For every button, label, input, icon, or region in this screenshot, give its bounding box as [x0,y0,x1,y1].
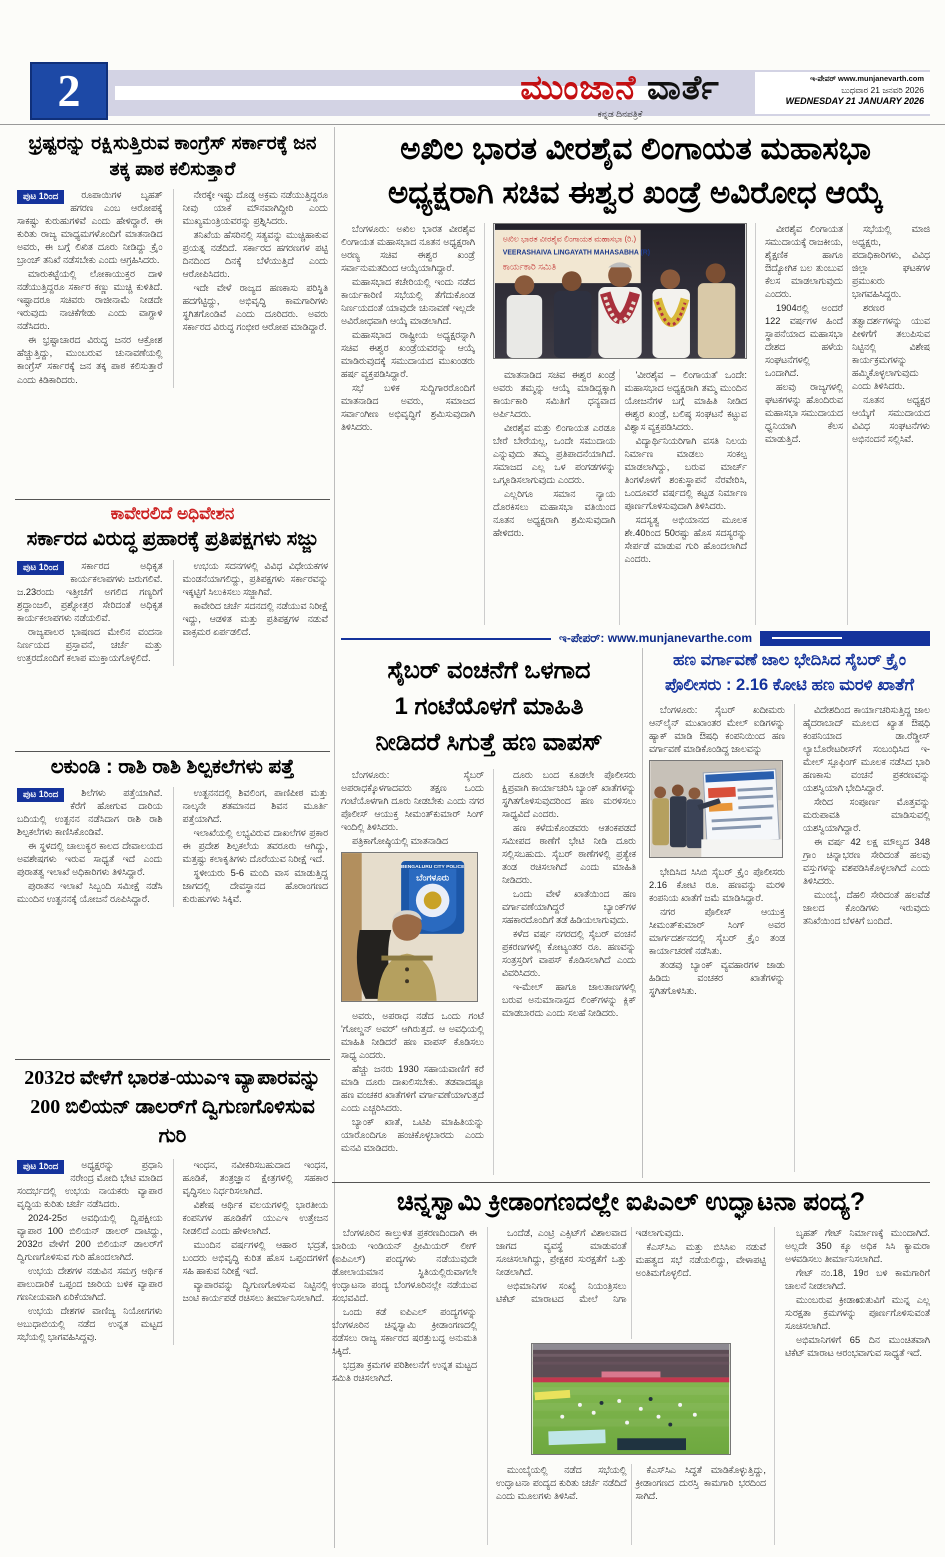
headline-mahasabha [341,127,930,215]
body-paragraph: ರೂಪಾಯಿಗಳ ಬೃಹತ್ ಹಗರಣ ಎಂಬ ಆರೋಪಕ್ಕೆ ಸಾಕಷ್ಟು ಕುರುಹುಗಳಿವೆ ಎಂದು ಹೇಳಿದ್ದಾರೆ. ಈ ಕುರಿತು ರಾಜ್ಯ ಮಾಧ್ಯಮಗಳೊಂದಿಗೆ ಮಾತನಾಡಿದ ಅವರು, ಈ ಬಗ್ಗೆ ಲಿಖಿತ ದೂರು ನೀಡಿದ್ದು ಕ್ರೈಂ ಬ್ರಾಂಚ್ ತನಿಖೆ ನಡೆಸಬೇಕು ಎಂದು ಆಗ್ರಹಿಸಿದರು. [17,190,163,266]
banner-text-committee: ಕಾರ್ಯಕಾರಿ ಸಮಿತಿ [502,261,557,272]
date-kannada: ಬುಧವಾರ 21 ಜನವರಿ 2026 [841,85,924,95]
body-paragraph: ಭೇದಿಸಿದ ಸಿಸಿಬಿ ಸೈಬರ್ ಕ್ರೈಂ ಪೊಲೀಸರು 2.16 ಕೋಟಿ ರೂ. ಹಣವನ್ನು ಮರಳಿ ಕಂಪನಿಯ ಖಾತೆಗೆ ಜಮೆ ಮಾಡಿಸಿದ್ದಾರೆ. [649,866,785,903]
body-column [173,1159,329,1345]
body-paragraph: ಉಭಯ ಸದನಗಳಲ್ಲಿ ವಿವಿಧ ವಿಧೇಯಕಗಳ ಮಂಡನೆಯಾಗಲಿದ್ದು, ಪ್ರತಿಪಕ್ಷಗಳು ಸರ್ಕಾರವನ್ನು ಇಕ್ಕಟ್ಟಿಗೆ ಸಿಲುಕಿಸಲು ಸಜ್ಜಾಗಿವೆ. [182,561,328,598]
body-paragraph: ಒಂದು ವೇಳೆ ಖಾತೆಯಿಂದ ಹಣ ವರ್ಗಾವಣೆಯಾಗಿದ್ದರೆ ಬ್ಯಾಂಕ್‌ಗಳ ಸಹಕಾರದೊಂದಿಗೆ ತಡೆ ಹಿಡಿಯಲಾಗುವುದು. [502,889,636,926]
body-paragraph: ಕಳೆದ ವರ್ಷ ನಗರದಲ್ಲಿ ಸೈಬರ್ ವಂಚನೆ ಪ್ರಕರಣಗಳಲ್ಲಿ ಕೋಟ್ಯಂತರ ರೂ. ಹಣವನ್ನು ಸಂತ್ರಸ್ತರಿಗೆ ವಾಪಸ್ ಕೊಡಿಸಲಾಗಿದೆ ಎಂದು ವಿವರಿಸಿದರು. [502,929,636,979]
headline-line: ಸೈಬರ್ ವಂಚನೆಗೆ ಒಳಗಾದ [387,657,591,684]
body-paragraph: ಉಭಯ ದೇಶಗಳ ನಡುವಿನ ಸಮಗ್ರ ಆರ್ಥಿಕ ಪಾಲುದಾರಿಕೆ ಒಪ್ಪಂದ ಜಾರಿಯ ಬಳಿಕ ವ್ಯಾಪಾರ ಗಣನೀಯವಾಗಿ ಏರಿಕೆಯಾಗಿದೆ. [17,1266,163,1303]
body-paragraph: ಈ ಸ್ಥಳದಲ್ಲಿ ಚಾಲುಕ್ಯರ ಕಾಲದ ದೇವಾಲಯದ ಅವಶೇಷಗಳು ಇರುವ ಸಾಧ್ಯತೆ ಇದೆ ಎಂದು ಪುರಾತತ್ವ ಇಲಾಖೆ ಅಧಿಕಾರಿಗಳು ತಿಳಿಸಿದ್ದಾರೆ. [17,841,163,878]
body-paragraph: ಹಣ ಕಳೆದುಕೊಂಡವರು ಆತಂಕಪಡದೆ ಸಮೀಪದ ಠಾಣೆಗೆ ಭೇಟಿ ನೀಡಿ ದೂರು ಸಲ್ಲಿಸಬಹುದು. ಸೈಬರ್ ಠಾಣೆಗಳಲ್ಲಿ ಪ್ರತ್ಯೇಕ ತಂಡ ರಚಿಸಲಾಗಿದೆ ಎಂದು ಮಾಹಿತಿ ನೀಡಿದರು. [502,823,636,886]
body-column [765,223,930,625]
page-number: 2 [30,62,108,120]
body-paragraph: ಮಾತನಾಡಿದ ಸಚಿವ ಈಶ್ವರ ಖಂಡ್ರೆ ಅವರು ತಮ್ಮನ್ನು ಆಯ್ಕೆ ಮಾಡಿದ್ದಕ್ಕಾಗಿ ಕಾರ್ಯಕಾರಿ ಸಮಿತಿಗೆ ಧನ್ಯವಾದ ಅರ್ಪಿಸಿದರು. [492,370,616,420]
body-paragraph: ಎಲ್ಲರಿಗೂ ಸಮಾನ ನ್ಯಾಯ ದೊರಕಿಸಲು ಮಹಾಸಭಾ ವತಿಯಿಂದ ನೂತನ ಅಧ್ಯಕ್ಷರಾಗಿ ಶ್ರಮಿಸುವುದಾಗಿ ಹೇಳಿದರು. [492,489,616,539]
body-paragraph: ಸರ್ಕಾರದ ಅಧಿಕೃತ ಕಾರ್ಯಕಲಾಪಗಳು ಜರುಗಲಿವೆ. ಜ.23ರಂದು ಇತ್ತೀಚೆಗೆ ಅಗಲಿದ ಗಣ್ಯರಿಗೆ ಶ್ರದ್ಧಾಂಜಲಿ, ಪ್ರಶ್ನೋತ್ತರ ಸೇರಿದಂತೆ ಅಧಿಕೃತ ಕಾರ್ಯಕಲಾಪಗಳು ನಡೆಯಲಿವೆ. [17,561,163,624]
body-paragraph: ಈ ವರ್ಷ 42 ಲಕ್ಷ ಮೌಲ್ಯದ 348 ಗ್ರಾಂ ಚಿನ್ನಾಭರಣ ಸೇರಿದಂತೆ ಹಲವು ವಸ್ತುಗಳನ್ನು ವಶಪಡಿಸಿಕೊಳ್ಳಲಾಗಿದೆ ಎಂದು ತಿಳಿಸಿದರು. [803,836,930,886]
body-paragraph: ಬೆಂಗಳೂರು: ಅಖಿಲ ಭಾರತ ವೀರಶೈವ ಲಿಂಗಾಯತ ಮಹಾಸಭಾದ ನೂತನ ಅಧ್ಯಕ್ಷರಾಗಿ ಅರಣ್ಯ ಸಚಿವ ಈಶ್ವರ ಖಂಡ್ರೆ ಸರ್ವಾನುಮತದಿಂದ ಆಯ್ಕೆಯಾಗಿದ್ದಾರೆ. [341,224,475,274]
left-column [15,127,330,1548]
headline-congress: ಭ್ರಷ್ಟರನ್ನು ರಕ್ಷಿಸುತ್ತಿರುವ ಕಾಂಗ್ರೆಸ್ ಸರ್ಕಾರಕ್ಕೆ ಜನ ತಕ್ಕ ಪಾಠ ಕಲಿಸುತ್ತಾರೆ [28,133,317,180]
body-paragraph: ಸದಸ್ಯತ್ವ ಅಭಿಯಾನದ ಮೂಲಕ ಶೇ.40ರಿಂದ 50ರಷ್ಟು ಹೊಸ ಸದಸ್ಯರನ್ನು ಸೇರ್ಪಡೆ ಮಾಡುವ ಗುರಿ ಹೊಂದಲಾಗಿದೆ ಎಂದರು. [624,515,747,565]
body-column-middle [484,223,756,625]
body-paragraph: ಪತ್ರಿಕಾಗೋಷ್ಠಿಯಲ್ಲಿ ಮಾತನಾಡಿದ [352,836,449,847]
emblem-text-kn: ಬೆಂಗಳೂರು [416,872,450,883]
body-paragraph: ಶಿಲೆಗಳು ಪತ್ತೆಯಾಗಿವೆ. ಕೆರೆಗೆ ಹೋಗುವ ದಾರಿಯ ಬದಿಯಲ್ಲಿ ಉತ್ಖನನ ನಡೆಸಿದಾಗ ರಾಶಿ ರಾಶಿ ಶಿಲ್ಪಕಲೆಗಳು ಕಾಣಿಸಿಕೊಂಡಿವೆ. [17,788,163,838]
body-paragraph: ಇದೇ ವೇಳೆ ರಾಜ್ಯದ ಹಣಕಾಸು ಪರಿಸ್ಥಿತಿ ಹದಗೆಟ್ಟಿದ್ದು, ಅಭಿವೃದ್ಧಿ ಕಾಮಗಾರಿಗಳು ಸ್ಥಗಿತಗೊಂಡಿವೆ ಎಂದು ದೂರಿದರು. ಅವರು ಸರ್ಕಾರದ ವಿರುದ್ಧ ಗಂಭೀರ ಆರೋಪ ಮಾಡಿದ್ದಾರೆ. [182,283,328,333]
body-paragraph: ಶರಣರ ತತ್ವಾದರ್ಶಗಳನ್ನು ಯುವ ಪೀಳಿಗೆಗೆ ತಲುಪಿಸುವ ನಿಟ್ಟಿನಲ್ಲಿ ವಿಶೇಷ ಕಾರ್ಯಕ್ರಮಗಳನ್ನು ಹಮ್ಮಿಕೊಳ್ಳಲಾಗುವುದು ಎಂದು ತಿಳಿಸಿದರು. [851,303,930,392]
epaper-strip [341,629,930,648]
body-paragraph: ಮುಂಬೈಯಲ್ಲಿ ನಡೆದ ಸಭೆಯಲ್ಲಿ ಉದ್ಘಾಟನಾ ಪಂದ್ಯದ ಕುರಿತು ಚರ್ಚೆ ನಡೆದಿದೆ ಎಂದು ಮೂಲಗಳು ತಿಳಿಸಿವೆ. [496,1465,627,1502]
emblem-text-en: BENGALURU CITY POLICE [400,864,465,870]
body-paragraph: ಉಭಯ ದೇಶಗಳ ವಾಣಿಜ್ಯ ನಿಯೋಗಗಳು ಅಬುಧಾಬಿಯಲ್ಲಿ ನಡೆದ ಉನ್ನತ ಮಟ್ಟದ ಸಭೆಯಲ್ಲಿ ಭಾಗವಹಿಸಿದ್ದವು. [17,1306,163,1343]
body-paragraph: ನಗರ ಪೊಲೀಸ್ ಆಯುಕ್ತ ಸೀಮಂತ್‌ಕುಮಾರ್ ಸಿಂಗ್ ಅವರ ಮಾರ್ಗದರ್ಶನದಲ್ಲಿ ಸೈಬರ್ ಕ್ರೈಂ ತಂಡ ಕಾರ್ಯಾಚರಣೆ ನಡೆಸಿತು. [649,906,785,956]
epaper-url[interactable]: ಇ-ಪೇಪರ್ www.munjanevarth.com [810,74,924,83]
body-column [173,560,329,666]
body-paragraph: ಬೆಂಗಳೂರು: ಸೈಬರ್ ಖದೀಮರು ಆನ್‌ಲೈನ್ ಮುಖಾಂತರ ಮೇಲ್ ಐಡಿಗಳನ್ನು ಹ್ಯಾಕ್ ಮಾಡಿ ಔಷಧಿ ಕಂಪನಿಯಿಂದ ಹಣ ವರ್ಗಾವಣೆ ಮಾಡಿಕೊಂಡಿದ್ದ ಜಾಲವನ್ನು [649,704,785,754]
from-page1-tag: ಪುಟ 1ರಿಂದ [17,1160,64,1174]
headline-cyber-refund [341,653,637,761]
body-paragraph: ವೀರಶೈವ ಲಿಂಗಾಯತ ಸಮುದಾಯಕ್ಕೆ ರಾಜಕೀಯ, ಶೈಕ್ಷಣಿಕ ಹಾಗೂ ಔದ್ಯೋಗಿಕ ಬಲ ತುಂಬುವ ಕೆಲಸ ಮಾಡಲಾಗುವುದು ಎಂದರು. [764,224,843,300]
headline-line: 1 ಗಂಟೆಯೊಳಗೆ ಮಾಹಿತಿ [394,693,584,720]
headline-lakkundi: ಲಕುಂಡಿ : ರಾಶಿ ರಾಶಿ ಶಿಲ್ಪಕಲೆಗಳು ಪತ್ತೆ [50,756,295,778]
body-column [341,769,484,1175]
body-paragraph: 'ವೀರಶೈವ – ಲಿಂಗಾಯತ' ಒಂದೇ: ಮಹಾಸಭಾದ ಅಧ್ಯಕ್ಷರಾಗಿ ತಮ್ಮ ಮುಂದಿನ ಯೋಜನೆಗಳ ಬಗ್ಗೆ ಮಾಹಿತಿ ನೀಡಿದ ಈಶ್ವರ ಖಂಡ್ರೆ, ಬಲಿಷ್ಠ ಸಂಘಟನೆ ಕಟ್ಟುವ ವಿಶ್ವಾಸ ವ್ಯಕ್ತಪಡಿಸಿದರು. [624,370,747,433]
body-paragraph: ಬೃಹತ್ ಗೇಟ್ ನಿರ್ಮಾಣಕ್ಕೆ ಮುಂದಾಗಿದೆ. ಅಲ್ಲದೇ 350 ಕ್ಕೂ ಅಧಿಕ ಸಿಸಿ ಕ್ಯಾಮರಾ ಅಳವಡಿಸಲು ತೀರ್ಮಾನಿಸಲಾಗಿದೆ. [785,1228,930,1265]
photo-mahasabha-garlanding [493,223,747,359]
body-column-middle [487,1227,775,1545]
article-congress-criticism [15,127,330,499]
headline-line: ಅಖಿಲ ಭಾರತ ವೀರಶೈವ ಲಿಂಗಾಯತ ಮಹಾಸಭಾ [400,131,871,166]
body-paragraph: ವಿಶೇಷ ಆರ್ಥಿಕ ವಲಯಗಳಲ್ಲಿ ಭಾರತೀಯ ಕಂಪನಿಗಳ ಹೂಡಿಕೆಗೆ ಯುಎಇ ಉತ್ತೇಜನ ನೀಡಲಿದೆ ಎಂದು ಹೇಳಲಾಗಿದೆ. [182,1200,328,1237]
body-paragraph: ವ್ಯಾಪಾರವನ್ನು ದ್ವಿಗುಣಗೊಳಿಸುವ ನಿಟ್ಟಿನಲ್ಲಿ ಜಂಟಿ ಕಾರ್ಯಪಡೆ ರಚಿಸಲು ತೀರ್ಮಾನಿಸಲಾಗಿದೆ. [182,1280,328,1304]
body-paragraph: ತನಿಖೆಯ ಹೆಸರಿನಲ್ಲಿ ಸತ್ಯವನ್ನು ಮುಚ್ಚಿಹಾಕುವ ಪ್ರಯತ್ನ ನಡೆದಿದೆ. ಸರ್ಕಾರದ ಹಗರಣಗಳ ಪಟ್ಟಿ ದಿನದಿಂದ ದಿನಕ್ಕೆ ಬೆಳೆಯುತ್ತಿದೆ ಎಂದು ಆರೋಪಿಸಿದರು. [182,230,328,280]
body-paragraph: ನೂತನ ಅಧ್ಯಕ್ಷರ ಆಯ್ಕೆಗೆ ಸಮುದಾಯದ ವಿವಿಧ ಸಂಘಟನೆಗಳು ಅಭಿನಂದನೆ ಸಲ್ಲಿಸಿವೆ. [851,395,930,445]
body-paragraph: 1904ರಲ್ಲಿ ಅಂದರೆ 122 ವರ್ಷಗಳ ಹಿಂದೆ ಸ್ಥಾಪನೆಯಾದ ಮಹಾಸಭಾ ದೇಶದ ಹಳೆಯ ಸಂಘಟನೆಗಳಲ್ಲಿ ಒಂದಾಗಿದೆ. [764,303,843,379]
headline-line: ನೀಡಿದರೆ ಸಿಗುತ್ತೆ ಹಣ ವಾಪಸ್ [375,729,603,756]
body-paragraph: ಅಭಿಮಾನಿಗಳ ಸಂಖ್ಯೆ ನಿಯಂತ್ರಿಸಲು ಟಿಕೆಟ್ ಮಾರಾಟದ ಮೇಲೆ ನಿಗಾ ಇಡಲಾಗುವುದು. [496,1228,684,1305]
body-column [17,560,163,666]
article-ipl-opening-match [332,1182,930,1548]
body-column [17,787,163,907]
article-lakkundi-sculptures [15,751,330,1059]
masthead [0,55,945,125]
body-column [17,189,163,387]
epaper-strip-url[interactable]: ಇ-ಪೇಪರ್: www.munjanevarthe.com [559,631,752,645]
body-paragraph: ಕಾವೇರಿದ ಚರ್ಚೆ ಸದನದಲ್ಲಿ ನಡೆಯುವ ನಿರೀಕ್ಷೆ ಇದ್ದು, ಆಡಳಿತ ಮತ್ತು ಪ್ರತಿಪಕ್ಷಗಳ ನಡುವೆ ವಾಕ್ಸಮರ ಏರ್ಪಡಲಿದೆ. [182,601,328,638]
body-column [173,787,329,907]
body-column [17,1159,163,1345]
body-paragraph: ಕೆಎಸ್‌ಸಿಎ ಸಿದ್ಧತೆ ಮಾಡಿಕೊಳ್ಳುತ್ತಿದ್ದು, ಕ್ರೀಡಾಂಗಣದ ದುರಸ್ತಿ ಕಾಮಗಾರಿ ಭರದಿಂದ ಸಾಗಿದೆ. [635,1465,766,1502]
strip-rule [341,638,551,640]
body-paragraph: ನೇರಕ್ಕೇ ಇಷ್ಟು ದೊಡ್ಡ ಅಕ್ರಮ ನಡೆಯುತ್ತಿದ್ದರೂ ನೀವು ಯಾಕೆ ಮೌನವಾಗಿದ್ದೀರಿ ಎಂದು ಮುಖ್ಯಮಂತ್ರಿಯವರನ್ನು ಪ್ರಶ್ನಿಸಿದರು. [182,190,328,227]
body-paragraph: ಹಲವು ರಾಜ್ಯಗಳಲ್ಲಿ ಘಟಕಗಳನ್ನು ಹೊಂದಿರುವ ಮಹಾಸಭಾ ಸಮುದಾಯದ ಧ್ವನಿಯಾಗಿ ಕೆಲಸ ಮಾಡುತ್ತಿದೆ. [764,382,843,445]
photo-police-commissioner [341,852,478,1002]
body-paragraph: ದೂರು ಬಂದ ಕೂಡಲೇ ಪೊಲೀಸರು ಕ್ಷಿಪ್ರವಾಗಿ ಕಾರ್ಯಾಚರಿಸಿ ಬ್ಯಾಂಕ್ ಖಾತೆಗಳನ್ನು ಸ್ಥಗಿತಗೊಳಿಸುವುದರಿಂದ ಹಣ ಮರಳಿಸಲು ಸಾಧ್ಯವಿದೆ ಎಂದರು. [502,770,636,820]
headline-cyber-crime: ಹಣ ವರ್ಗಾವಣೆ ಜಾಲ ಭೇದಿಸಿದ ಸೈಬರ್ ಕ್ರೈಂ ಪೊಲೀಸರು : 2.16 ಕೋಟಿ ಹಣ ಮರಳಿ ಖಾತೆಗೆ [664,651,915,694]
body-paragraph: ವಿದೇಶದಿಂದ ಕಾರ್ಯಾಚರಿಸುತ್ತಿದ್ದ ಜಾಲ ಹೈದರಾಬಾದ್ ಮೂಲದ ಖ್ಯಾತ ಔಷಧಿ ಕಂಪನಿಯಾದ ಡಾ.ರೆಡ್ಡೀಸ್ ಲ್ಯಾಬೊರೇಟರೀಸ್‌ಗೆ ಸಂಬಂಧಿಸಿದ ಇ-ಮೇಲ್ ಸ್ಪೂಫಿಂಗ್ ಮೂಲಕ ನಡೆಸಿದ ಭಾರಿ ಹಣಕಾಸು ವಂಚನೆ ಪ್ರಕರಣವನ್ನು ಯಶಸ್ವಿಯಾಗಿ ಭೇದಿಸಿದ್ದಾರೆ. [803,704,930,793]
article-india-uae-trade [15,1059,330,1546]
body-paragraph: ಸ್ಥಳೀಯರು 5-6 ಮಂದಿ ವಾಸ ಮಾಡುತ್ತಿದ್ದ ಜಾಗದಲ್ಲಿ ದೇವಸ್ಥಾನದ ಹೊರಾಂಗಣದ ಕುರುಹುಗಳು ಸಿಕ್ಕಿವೆ. [182,868,328,905]
banner-text-kn: ಅಖಿಲ ಭಾರತ ವೀರಶೈವ ಲಿಂಗಾಯತ ಮಹಾಸಭಾ (ರಿ.) [502,234,637,244]
body-paragraph: ಗೇಟ್ ನಂ.18, 19ರ ಬಳಿ ಕಾಮಗಾರಿಗೆ ಚಾಲನೆ ನೀಡಲಾಗಿದೆ. [785,1268,930,1292]
masthead-rule [0,124,945,125]
from-page1-tag: ಪುಟ 1ರಿಂದ [17,561,64,575]
banner-text-en: VEERASHAIVA LINGAYATH MAHASABHA (R) [502,249,651,257]
body-paragraph: ಇಂಧನ, ನವೀಕರಿಸಬಹುದಾದ ಇಂಧನ, ಹೂಡಿಕೆ, ತಂತ್ರಜ್ಞಾನ ಕ್ಷೇತ್ರಗಳಲ್ಲಿ ಸಹಕಾರ ವೃದ್ಧಿಸಲು ನಿರ್ಧರಿಸಲಾಗಿದೆ. [182,1160,328,1197]
body-paragraph: ವಿದ್ಯಾರ್ಥಿನಿಯರಿಗಾಗಿ ವಸತಿ ನಿಲಯ ನಿರ್ಮಾಣ ಮಾಡಲು ಸಂಕಲ್ಪ ಮಾಡಲಾಗಿದ್ದು, ಬರುವ ಮಾರ್ಚ್ ತಿಂಗಳೊಳಗೆ ಶಂಕುಸ್ಥಾಪನೆ ನೆರವೇರಿಸಿ, ಒಂದೂವರೆ ವರ್ಷದಲ್ಲಿ ಕಟ್ಟಡ ನಿರ್ಮಾಣ ಪೂರ್ಣಗೊಳಿಸುವುದಾಗಿ ತಿಳಿಸಿದರು. [624,436,747,512]
strip-bar [760,631,930,646]
body-column [794,704,930,1172]
date-english: WEDNESDAY 21 JANUARY 2026 [785,96,924,106]
body-paragraph: ಅವರು, ಅಪರಾಧ ನಡೆದ ಒಂದು ಗಂಟೆ 'ಗೋಲ್ಡನ್ ಅವರ್' ಆಗಿರುತ್ತದೆ. ಆ ಅವಧಿಯಲ್ಲಿ ಮಾಹಿತಿ ನೀಡಿದರೆ ಹಣ ವಾಪಸ್ ಕೊಡಿಸಲು ಸಾಧ್ಯ ಎಂದರು. [341,1011,484,1061]
body-paragraph: ಮಹಾಸಭಾದ ಕಚೇರಿಯಲ್ಲಿ ಇಂದು ನಡೆದ ಕಾರ್ಯಕಾರಿಣಿ ಸಭೆಯಲ್ಲಿ ತೆಗೆದುಕೊಂಡ ನಿರ್ಣಯದಂತೆ ಯಾವುದೇ ಚುನಾವಣೆ ಇಲ್ಲದೇ ಅವಿರೋಧವಾಗಿ ಆಯ್ಕೆ ಮಾಡಲಾಗಿದೆ. [341,277,475,327]
article-cyber-refund [341,653,637,1178]
body-paragraph: ಸಭೆ ಬಳಿಕ ಸುದ್ದಿಗಾರರೊಂದಿಗೆ ಮಾತನಾಡಿದ ಅವರು, ಸಮಾಜದ ಸರ್ವಾಂಗೀಣ ಅಭಿವೃದ್ಧಿಗೆ ಶ್ರಮಿಸುವುದಾಗಿ ತಿಳಿಸಿದರು. [341,383,475,433]
body-paragraph: ಅಭಿಮಾನಿಗಳಿಗೆ 65 ದಿನ ಮುಂಚಿತವಾಗಿ ಟಿಕೆಟ್ ಮಾರಾಟ ಆರಂಭವಾಗುವ ಸಾಧ್ಯತೆ ಇದೆ. [785,1335,930,1359]
body-column [493,769,636,1175]
body-paragraph: ಮಹಾಸಭಾದ ರಾಷ್ಟ್ರೀಯ ಅಧ್ಯಕ್ಷರನ್ನಾಗಿ ಸಚಿವ ಈಶ್ವರ ಖಂಡ್ರೆಯವರನ್ನು ಆಯ್ಕೆ ಮಾಡಿರುವುದಕ್ಕೆ ಸಮುದಾಯದ ಮುಖಂಡರು ಹರ್ಷ ವ್ಯಕ್ತಪಡಿಸಿದ್ದಾರೆ. [341,330,475,380]
body-paragraph: ಮುಂಬರುವ ಕ್ರೀಡಾಋತುವಿಗೆ ಮುನ್ನ ಎಲ್ಲ ಸುರಕ್ಷತಾ ಕ್ರಮಗಳನ್ನು ಪೂರ್ಣಗೊಳಿಸುವಂತೆ ಸೂಚಿಸಲಾಗಿದೆ. [785,1295,930,1332]
from-page1-tag: ಪುಟ 1ರಿಂದ [17,788,64,802]
photo-chinnaswamy-stadium [531,1343,731,1455]
body-paragraph: ಇ-ಮೇಲ್ ಹಾಗೂ ಜಾಲತಾಣಗಳಲ್ಲಿ ಬರುವ ಅನುಮಾನಾಸ್ಪದ ಲಿಂಕ್‌ಗಳನ್ನು ಕ್ಲಿಕ್ ಮಾಡಬಾರದು ಎಂದು ಸಲಹೆ ನೀಡಿದರು. [502,982,636,1019]
body-paragraph: ವೀರಶೈವ ಮತ್ತು ಲಿಂಗಾಯತ ಎರಡೂ ಬೇರೆ ಬೇರೆಯಲ್ಲ, ಒಂದೇ ಸಮುದಾಯ ಎನ್ನುವುದು ತಮ್ಮ ಪ್ರತಿಪಾದನೆಯಾಗಿದೆ. ಸಮಾಜದ ಎಲ್ಲ ಒಳ ಪಂಗಡಗಳನ್ನು ಒಗ್ಗೂಡಿಸಲಾಗುವುದು ಎಂದರು. [492,423,616,486]
headline-uae-trade: 2032ರ ವೇಳೆಗೆ ಭಾರತ-ಯುಎಇ ವ್ಯಾಪಾರವನ್ನು 200 ಬಿಲಿಯನ್ ಡಾಲರ್‌ಗೆ ದ್ವಿಗುಣಗೊಳಿಸುವ ಗುರಿ [24,1067,321,1147]
body-column [649,704,785,1172]
body-column [173,189,329,387]
body-column [785,1227,930,1545]
body-paragraph: ಮುಂಬೈ, ದೆಹಲಿ ಸೇರಿದಂತೆ ಹಲವೆಡೆ ಜಾಲದ ಕೊಂಡಿಗಳು ಇರುವುದು ತನಿಖೆಯಿಂದ ಬೆಳಕಿಗೆ ಬಂದಿದೆ. [803,889,930,926]
masthead-info-box [755,72,930,114]
masthead-title-black: ವಾರ್ತೆ [646,69,720,107]
article-mahasabha-president [341,127,930,625]
kicker-session: ಕಾವೇರಲಿದೆ ಅಧಿವೇಶನ [110,504,235,523]
article-assembly-session [15,499,330,751]
photo-police-board-briefing [649,760,783,858]
column-divider [642,648,643,1178]
body-paragraph: ಉತ್ಖನನದಲ್ಲಿ ಶಿವಲಿಂಗ, ಪಾಣಿಪೀಠ ಮತ್ತು ನಾಲ್ಕನೇ ಶತಮಾನದ ಶಿವನ ಮೂರ್ತಿ ಪತ್ತೆಯಾಗಿದೆ. [182,788,328,825]
from-page1-tag: ಪುಟ 1ರಿಂದ [17,190,64,204]
body-paragraph: ಇಲಾಖೆಯಲ್ಲಿ ಲಭ್ಯವಿರುವ ದಾಖಲೆಗಳ ಪ್ರಕಾರ ಈ ಪ್ರದೇಶ ಶಿಲ್ಪಕಲೆಯ ತವರೂರು ಆಗಿದ್ದು, ಮತ್ತಷ್ಟು ಕಲಾಕೃತಿಗಳು ದೊರೆಯುವ ನಿರೀಕ್ಷೆ ಇದೆ. [182,828,328,865]
body-column [341,223,475,625]
body-paragraph: ಬೆಂಗಳೂರಿನ ಕಾಲ್ತುಳಿತ ಪ್ರಕರಣದಿಂದಾಗಿ ಈ ಬಾರಿಯ ಇಂಡಿಯನ್ ಪ್ರೀಮಿಯರ್ ಲೀಗ್ (ಐಪಿಎಲ್) ಪಂದ್ಯಗಳು ನಡೆಯುವುದೇ ಡೋಲಾಯಮಾನ ಸ್ಥಿತಿಯಲ್ಲಿರುವಾಗಲೇ ಉದ್ಘಾಟನಾ ಪಂದ್ಯ ಬೆಂಗಳೂರಿನಲ್ಲೇ ನಡೆಯುವ ಸಂಭವವಿದೆ. [332,1228,477,1304]
body-paragraph: ಸಭೆಯಲ್ಲಿ ಮಾಜಿ ಅಧ್ಯಕ್ಷರು, ಪದಾಧಿಕಾರಿಗಳು, ವಿವಿಧ ಜಿಲ್ಲಾ ಘಟಕಗಳ ಪ್ರಮುಖರು ಭಾಗವಹಿಸಿದ್ದರು. [851,224,930,300]
body-paragraph: ಒಂದೆಡೆ, ಎಂಟ್ರಿ ಎಕ್ಸಿಟ್‌ಗೆ ವಿಶಾಲವಾದ ಜಾಗದ ವ್ಯವಸ್ಥೆ ಮಾಡುವಂತೆ ಸೂಚಿಸಲಾಗಿದ್ದು, ಪ್ರೇಕ್ಷಕರ ಸುರಕ್ಷತೆಗೆ ಒತ್ತು ನೀಡಲಾಗಿದೆ. [496,1228,627,1278]
masthead-subtitle: ಕನ್ನಡ ದಿನಪತ್ರಿಕೆ [597,109,643,119]
masthead-title-red: ಮುಂಜಾನೆ [520,69,637,107]
article-cyber-crime-recovery [649,648,930,1178]
headline-session: ಸರ್ಕಾರದ ವಿರುದ್ಧ ಪ್ರಹಾರಕ್ಕೆ ಪ್ರತಿಪಕ್ಷಗಳು ಸಜ್ಜು [26,528,319,550]
body-paragraph: ಮುಂದಿನ ವರ್ಷಗಳಲ್ಲಿ ಆಹಾರ ಭದ್ರತೆ, ಬಂದರು ಅಭಿವೃದ್ಧಿ ಕುರಿತ ಹೊಸ ಒಪ್ಪಂದಗಳಿಗೆ ಸಹಿ ಹಾಕುವ ನಿರೀಕ್ಷೆ ಇದೆ. [182,1240,328,1277]
body-paragraph: ಪುರಾತನ ಇಲಾಖೆ ಸಿಬ್ಬಂದಿ ಸಮೀಕ್ಷೆ ನಡೆಸಿ ಮುಂದಿನ ಉತ್ಖನನಕ್ಕೆ ಯೋಜನೆ ರೂಪಿಸಿದ್ದಾರೆ. [17,881,163,905]
body-paragraph: ರಾಜ್ಯಪಾಲರ ಭಾಷಣದ ಮೇಲಿನ ವಂದನಾ ನಿರ್ಣಯದ ಪ್ರಸ್ತಾವನೆ, ಚರ್ಚೆ ಮತ್ತು ಉತ್ತರದೊಂದಿಗೆ ಕಲಾಪ ಮುಕ್ತಾಯಗೊಳ್ಳಲಿದೆ. [17,627,163,664]
body-paragraph: ಅಧ್ಯಕ್ಷರನ್ನು ಪ್ರಧಾನಿ ನರೇಂದ್ರ ಮೋದಿ ಭೇಟಿ ಮಾಡಿದ ಸಂದರ್ಭದಲ್ಲಿ ಉಭಯ ನಾಯಕರು ವ್ಯಾಪಾರ ವೃದ್ಧಿಯ ಕುರಿತು ಚರ್ಚೆ ನಡೆಸಿದರು. [17,1160,163,1210]
body-paragraph: ಕೆಎಸ್‌ಸಿಎ ಮತ್ತು ಬಿಸಿಸಿಐ ನಡುವೆ ಮಹತ್ವದ ಸಭೆ ನಡೆಯಲಿದ್ದು, ವೇಳಾಪಟ್ಟಿ ಅಂತಿಮಗೊಳ್ಳಲಿದೆ. [635,1242,766,1279]
body-paragraph: ಬೆಂಗಳೂರು: ಸೈಬರ್ ಅಪರಾಧಕ್ಕೊಳಗಾದವರು ತಕ್ಷಣ ಒಂದು ಗಂಟೆಯೊಳಗಾಗಿ ದೂರು ನೀಡಬೇಕು ಎಂದು ನಗರ ಪೊಲೀಸ್ ಆಯುಕ್ತ ಸೀಮಂತ್‌ಕುಮಾರ್ ಸಿಂಗ್ ಇಂದಿಲ್ಲಿ ತಿಳಿಸಿದರು. [341,770,484,833]
headline-ipl: ಚಿನ್ನಸ್ವಾಮಿ ಕ್ರೀಡಾಂಗಣದಲ್ಲೇ ಐಪಿಎಲ್ ಉದ್ಘಾಟನಾ ಪಂದ್ಯ? [396,1188,866,1216]
body-paragraph: ಈ ಭ್ರಷ್ಟಾಚಾರದ ವಿರುದ್ಧ ಜನರ ಆಕ್ರೋಶ ಹೆಚ್ಚುತ್ತಿದ್ದು, ಮುಂಬರುವ ಚುನಾವಣೆಯಲ್ಲಿ ಕಾಂಗ್ರೆಸ್ ಸರ್ಕಾರಕ್ಕೆ ಜನ ತಕ್ಕ ಪಾಠ ಕಲಿಸುತ್ತಾರೆ ಎಂದು ಕಿಡಿಕಾರಿದರು. [17,335,163,385]
body-paragraph: ಮಾರುಕಟ್ಟೆಯಲ್ಲಿ ಲೋಕಾಯುಕ್ತರ ದಾಳಿ ನಡೆಯುತ್ತಿದ್ದರೂ ಸರ್ಕಾರ ಕಣ್ಣು ಮುಚ್ಚಿ ಕುಳಿತಿದೆ. ಇಷ್ಟಾದರೂ ಸಚಿವರು ರಾಜೀನಾಮೆ ನೀಡದೇ ಇರುವುದು ನಾಚಿಕೆಗೇಡು ಎಂದು ವಾಗ್ದಾಳಿ ನಡೆಸಿದರು. [17,269,163,332]
body-paragraph: ಭದ್ರತಾ ಕ್ರಮಗಳ ಪರಿಶೀಲನೆಗೆ ಉನ್ನತ ಮಟ್ಟದ ಸಮಿತಿ ರಚಿಸಲಾಗಿದೆ. [332,1360,477,1384]
body-paragraph: ಬ್ಯಾಂಕ್ ಖಾತೆ, ಒಟಿಪಿ ಮಾಹಿತಿಯನ್ನು ಯಾರೊಂದಿಗೂ ಹಂಚಿಕೊಳ್ಳಬಾರದು ಎಂದು ಮನವಿ ಮಾಡಿದರು. [341,1117,484,1154]
body-column [332,1227,477,1545]
body-paragraph: 2024-25ರ ಅವಧಿಯಲ್ಲಿ ದ್ವಿಪಕ್ಷೀಯ ವ್ಯಾಪಾರ 100 ಬಿಲಿಯನ್ ಡಾಲರ್ ದಾಟಿದ್ದು, 2032ರ ವೇಳೆಗೆ 200 ಬಿಲಿಯನ್ ಡಾಲರ್‌ಗೆ ದ್ವಿಗುಣಗೊಳಿಸುವ ಗುರಿ ಹೊಂದಲಾಗಿದೆ. [17,1213,163,1263]
headline-line: ಅಧ್ಯಕ್ಷರಾಗಿ ಸಚಿವ ಈಶ್ವರ ಖಂಡ್ರೆ ಅವಿರೋಧ ಆಯ್ಕೆ [387,175,884,211]
body-paragraph: ಹೆಚ್ಚು ಜನರು 1930 ಸಹಾಯವಾಣಿಗೆ ಕರೆ ಮಾಡಿ ದೂರು ದಾಖಲಿಸಬೇಕು. ತಡವಾದಷ್ಟೂ ಹಣ ವಂಚಕರ ಖಾತೆಗಳಿಗೆ ವರ್ಗಾವಣೆಯಾಗುತ್ತದೆ ಎಂದು ಎಚ್ಚರಿಸಿದರು. [341,1064,484,1114]
body-paragraph: ಸೇರಿದ ಸಂಪೂರ್ಣ ಮೊತ್ತವನ್ನು ಮರುಪಾವತಿ ಮಾಡಿಸುವಲ್ಲಿ ಯಶಸ್ವಿಯಾಗಿದ್ದಾರೆ. [803,796,930,833]
body-paragraph: ಒಂದು ಕಡೆ ಐಪಿಎಲ್ ಪಂದ್ಯಗಳನ್ನು ಬೆಂಗಳೂರಿನ ಚಿನ್ನಸ್ವಾಮಿ ಕ್ರೀಡಾಂಗಣದಲ್ಲಿ ನಡೆಸಲು ರಾಜ್ಯ ಸರ್ಕಾರದ ಷರತ್ತುಬದ್ಧ ಅನುಮತಿ ಸಿಕ್ಕಿದೆ. [332,1307,477,1357]
body-paragraph: ತಂಡವು ಬ್ಯಾಂಕ್ ವ್ಯವಹಾರಗಳ ಜಾಡು ಹಿಡಿದು ವಂಚಕರ ಖಾತೆಗಳನ್ನು ಸ್ಥಗಿತಗೊಳಿಸಿತು. [649,959,785,996]
